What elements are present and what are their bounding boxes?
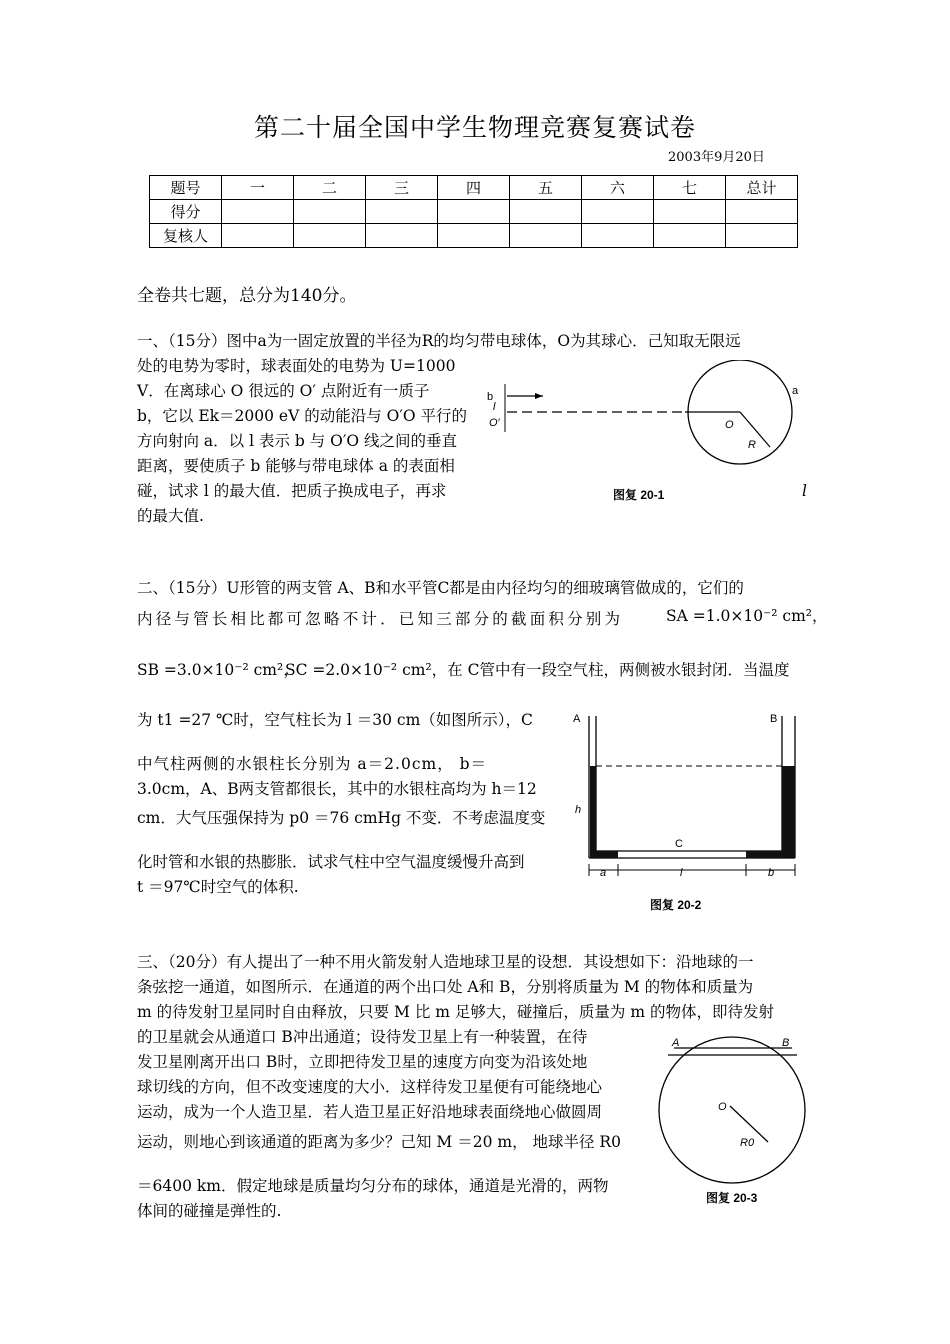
table-cell: 题号 [150, 176, 222, 200]
q3-line: 球切线的方向，但不改变速度的大小．这样待发卫星便有可能绕地心 [137, 1078, 603, 1096]
table-row [150, 200, 798, 224]
q2-line: cm．大气压强保持为 p0 ＝76 cmHg 不变．不考虑温度变 [137, 809, 546, 827]
table-cell: 三 [366, 176, 438, 200]
q1-line: 方向射向 a．以 l 表示 b 与 O′O 线之间的垂直 [137, 432, 458, 450]
q3-line: m 的待发射卫星同时自由释放，只要 M 比 m 足够大，碰撞后，质量为 m 的物体，即待发射 [137, 1003, 774, 1021]
q2-line: 为 t1 =27 ℃时，空气柱长为 l ＝30 cm（如图所示），C [137, 711, 533, 729]
table-cell: 复核人 [150, 224, 222, 248]
label-b: B [782, 1037, 790, 1049]
q2-line: 二、（15分）U形管的两支管 A、B和水平管C都是由内径均匀的细玻璃管做成的，它们的 [137, 579, 744, 597]
score-field[interactable] [366, 200, 438, 224]
figure-caption: 图复 20-3 [706, 1191, 758, 1205]
q2-sb: SB =3.0×10⁻² cm²， [137, 661, 299, 679]
q1-line: 的最大值. [137, 507, 204, 525]
table-cell: 七 [654, 176, 726, 200]
table-cell: 得分 [150, 200, 222, 224]
figure-caption: 图复 20-1 [613, 488, 665, 502]
mercury-segment-b [746, 851, 786, 858]
paper-title: 第二十届全国中学生物理竞赛复赛试卷 [253, 113, 696, 142]
label-l: l [680, 867, 683, 879]
label-o: O [718, 1101, 727, 1113]
table-cell: 六 [582, 176, 654, 200]
reviewer-field[interactable] [510, 224, 582, 248]
reviewer-field[interactable] [366, 224, 438, 248]
q1-line: 一、（15分）图中a为一固定放置的半径为R的均匀带电球体，O为其球心．己知取无限远 [137, 332, 741, 350]
score-field[interactable] [510, 200, 582, 224]
mercury-column-a [590, 766, 596, 858]
exam-date: 2003年9月20日 [668, 150, 765, 165]
q3-line: 运动，成为一个人造卫星．若人造卫星正好沿地球表面绕地心做圆周 [137, 1103, 603, 1121]
q1-line: b，它以 Ek＝2000 eV 的动能沿与 O′O 平行的 [137, 407, 468, 425]
q1-stray-l: l [802, 482, 807, 500]
label-tube-b: B [770, 713, 778, 725]
q3-line: 发卫星刚离开出口 B时，立即把待发卫星的速度方向变为沿该处地 [137, 1053, 588, 1071]
q1-line: 距离，要使质子 b 能够与带电球体 a 的表面相 [137, 457, 455, 475]
reviewer-field[interactable] [726, 224, 798, 248]
q1-line: V．在离球心 O 很远的 O′ 点附近有一质子 [137, 382, 430, 400]
q3-line: 运动，则地心到该通道的距离为多少？己知 M ＝20 m， 地球半径 R0 [137, 1133, 621, 1151]
label-o-prime: O′ [489, 417, 500, 429]
q2-sa: SA =1.0×10⁻² cm²， [666, 607, 828, 625]
figure-20-2 [570, 708, 825, 918]
table-cell: 二 [294, 176, 366, 200]
score-field[interactable] [222, 200, 294, 224]
figure-20-3 [652, 1030, 817, 1210]
reviewer-field[interactable] [294, 224, 366, 248]
table-header-row [150, 176, 798, 200]
label-a: a [600, 867, 607, 879]
label-r: R [748, 439, 756, 451]
label-l: l [493, 401, 496, 413]
q2-sc: SC =2.0×10⁻² cm²，在 C管中有一段空气柱，两侧被水银封闭．当温度 [285, 661, 790, 679]
q3-line: 条弦挖一通道，如图所示．在通道的两个出口处 A和 B，分别将质量为 M 的物体和质量为 [137, 978, 754, 996]
table-row [150, 224, 798, 248]
label-b: b [768, 867, 775, 879]
label-tube-a: A [573, 713, 581, 725]
q3-line: 体间的碰撞是弹性的. [137, 1202, 282, 1220]
earth-circle [659, 1037, 805, 1183]
label-o: O [725, 419, 734, 431]
reviewer-field[interactable] [654, 224, 726, 248]
score-field[interactable] [582, 200, 654, 224]
q2-line: 化时管和水银的热膨胀．试求气柱中空气温度缓慢升高到 [137, 853, 525, 871]
label-a: A [672, 1037, 680, 1049]
q3-line: 的卫星就会从通道口 B冲出通道；设待发卫星上有一种装置，在待 [137, 1028, 588, 1046]
label-h: h [575, 804, 582, 816]
reviewer-field[interactable] [438, 224, 510, 248]
table-cell: 五 [510, 176, 582, 200]
mercury-segment-a [590, 851, 618, 858]
q1-line: 处的电势为零时，球表面处的电势为 U=1000 [137, 357, 456, 375]
label-tube-c: C [675, 838, 683, 850]
score-field[interactable] [438, 200, 510, 224]
score-field[interactable] [726, 200, 798, 224]
q3-line: ＝6400 km．假定地球是质量均匀分布的球体，通道是光滑的，两物 [137, 1177, 609, 1195]
score-field[interactable] [654, 200, 726, 224]
reviewer-field[interactable] [582, 224, 654, 248]
q2-line: t ＝97℃时空气的体积. [137, 878, 299, 896]
figure-20-1 [485, 360, 815, 510]
q1-line: 碰，试求 l 的最大值．把质子换成电子，再求 [137, 482, 447, 500]
arrow-head-icon [535, 393, 543, 399]
reviewer-field[interactable] [222, 224, 294, 248]
mercury-column-b [782, 766, 795, 858]
table-cell: 一 [222, 176, 294, 200]
q2-line: 内径与管长相比都可忽略不计．已知三部分的截面积分别为 [137, 610, 624, 628]
score-table [149, 175, 798, 248]
label-r0: R0 [740, 1137, 755, 1149]
q2-line: 中气柱两侧的水银柱长分别为 a＝2.0cm， b＝ [137, 755, 488, 773]
q2-line: 3.0cm，A、B两支管都很长，其中的水银柱高均为 h＝12 [137, 780, 537, 798]
figure-caption: 图复 20-2 [650, 898, 702, 912]
table-cell: 四 [438, 176, 510, 200]
label-a: a [792, 385, 799, 397]
table-cell: 总计 [726, 176, 798, 200]
score-field[interactable] [294, 200, 366, 224]
q3-line: 三、（20分）有人提出了一种不用火箭发射人造地球卫星的设想．其设想如下：沿地球的一 [137, 953, 754, 971]
label-b: b [487, 391, 494, 403]
intro-text: 全卷共七题，总分为140分。 [137, 286, 357, 306]
